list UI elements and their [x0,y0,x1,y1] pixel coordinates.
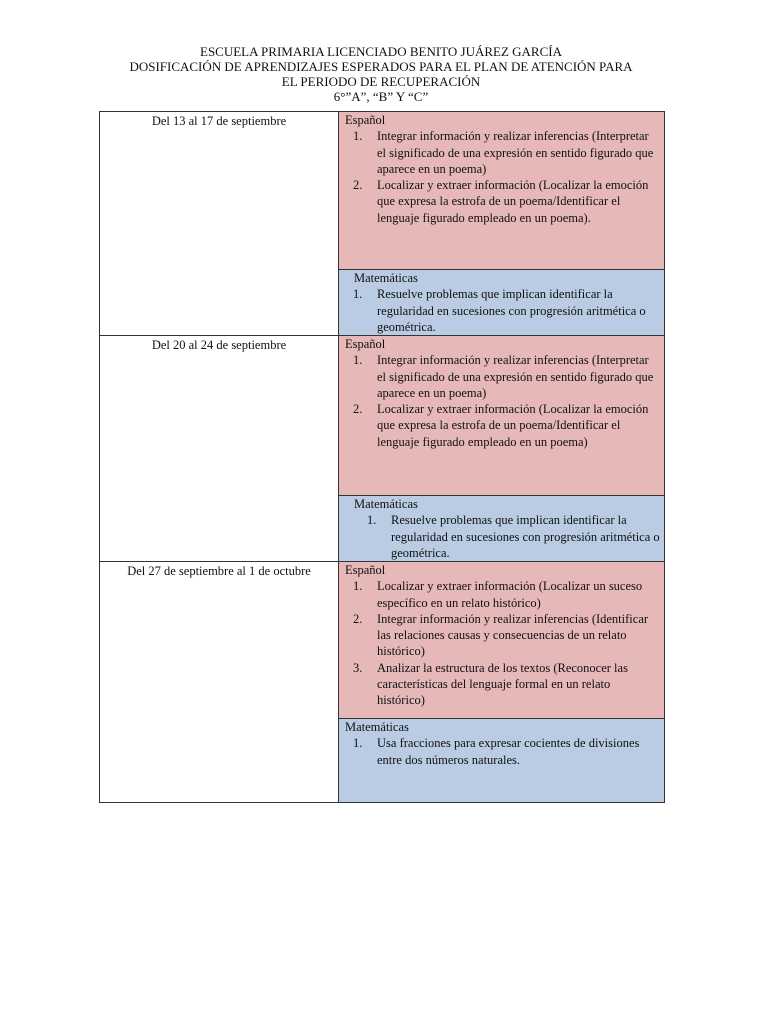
item-text: Integrar información y realizar inferencias (Identificar las relaciones causas y consecuencias de un relato histórico) [377,611,649,659]
list-item [339,611,664,660]
list-item [339,660,664,709]
item-text: Localizar y extraer información (Localizar un suceso específico en un relato histórico) [377,579,643,610]
learning-list [339,128,664,226]
item-number: 2. [353,402,363,417]
date-label: Del 13 al 17 de septiembre [151,114,287,128]
matematicas-block [339,270,664,335]
school-name: ESCUELA PRIMARIA LICENCIADO BENITO JUÁREZ GARCÍA [200,44,562,59]
subjects-cell [339,336,665,562]
matematicas-block [339,719,664,802]
subject-title: Matemáticas [354,271,418,285]
learning-list [339,512,664,561]
date-label: Del 20 al 24 de septiembre [151,338,287,352]
item-number: 1. [353,129,363,144]
item-number: 1. [353,736,363,751]
schedule-table [99,111,665,803]
subject-title: Español [345,113,386,127]
list-item [339,128,664,177]
learning-list [339,352,664,450]
item-text: Resuelve problemas que implican identificar la regularidad en sucesiones con progresión aritmética o geométrica. [377,287,646,334]
date-label: Del 27 de septiembre al 1 de octubre [127,564,311,578]
item-number: 2. [353,611,363,626]
espanol-block [339,562,664,719]
item-text: Localizar y extraer información (Localizar la emoción que expresa la estrofa de un poema/Identificar el lenguaje figurado empleado en un poema) [377,402,649,449]
item-number: 1. [353,353,363,368]
grade-groups: 6°”A”, “B” Y “C” [333,89,429,104]
item-text: Integrar información y realizar inferencias (Interpretar el significado de una expresión en sentido figurado que aparece en un poema) [377,353,654,400]
item-text: Analizar la estructura de los textos (Reconocer las características del lenguaje formal en un relato histórico) [377,660,628,708]
item-text: Localizar y extraer información (Localizar la emoción que expresa la estrofa de un poema/Identificar el lenguaje figurado empleado en un poema). [377,178,649,225]
item-number: 2. [353,178,363,193]
list-item [339,512,664,561]
table-row [100,112,665,336]
espanol-block [339,336,664,496]
list-item [339,352,664,401]
list-item [339,177,664,226]
document-title-continued: EL PERIODO DE RECUPERACIÓN [281,74,481,89]
subjects-cell [339,112,665,336]
subject-title: Español [345,337,386,351]
learning-list [339,286,664,335]
date-cell [100,336,339,562]
document-title: DOSIFICACIÓN DE APRENDIZAJES ESPERADOS PARA EL PLAN DE ATENCIÓN PARA [129,59,633,74]
matematicas-block [339,496,664,561]
item-number: 1. [367,513,377,528]
item-number: 1. [353,579,363,594]
date-cell [100,112,339,336]
table-row [100,336,665,562]
item-number: 1. [353,287,363,302]
learning-list [339,578,664,708]
document-header [99,44,663,104]
table-row [100,562,665,803]
date-cell [100,562,339,803]
learning-list [339,735,664,768]
list-item [339,286,664,335]
subject-title: Matemáticas [354,497,418,511]
subjects-cell [339,562,665,803]
list-item [339,401,664,450]
item-text: Resuelve problemas que implican identificar la regularidad en sucesiones con progresión aritmética o geométrica. [391,513,660,560]
item-text: Usa fracciones para expresar cocientes de divisiones entre dos números naturales. [377,736,640,767]
list-item [339,735,664,768]
item-number: 3. [353,660,363,675]
item-text: Integrar información y realizar inferencias (Interpretar el significado de una expresión en sentido figurado que aparece en un poema) [377,129,654,176]
espanol-block [339,112,664,270]
subject-title: Matemáticas [345,720,409,734]
list-item [339,578,664,611]
subject-title: Español [345,563,386,577]
